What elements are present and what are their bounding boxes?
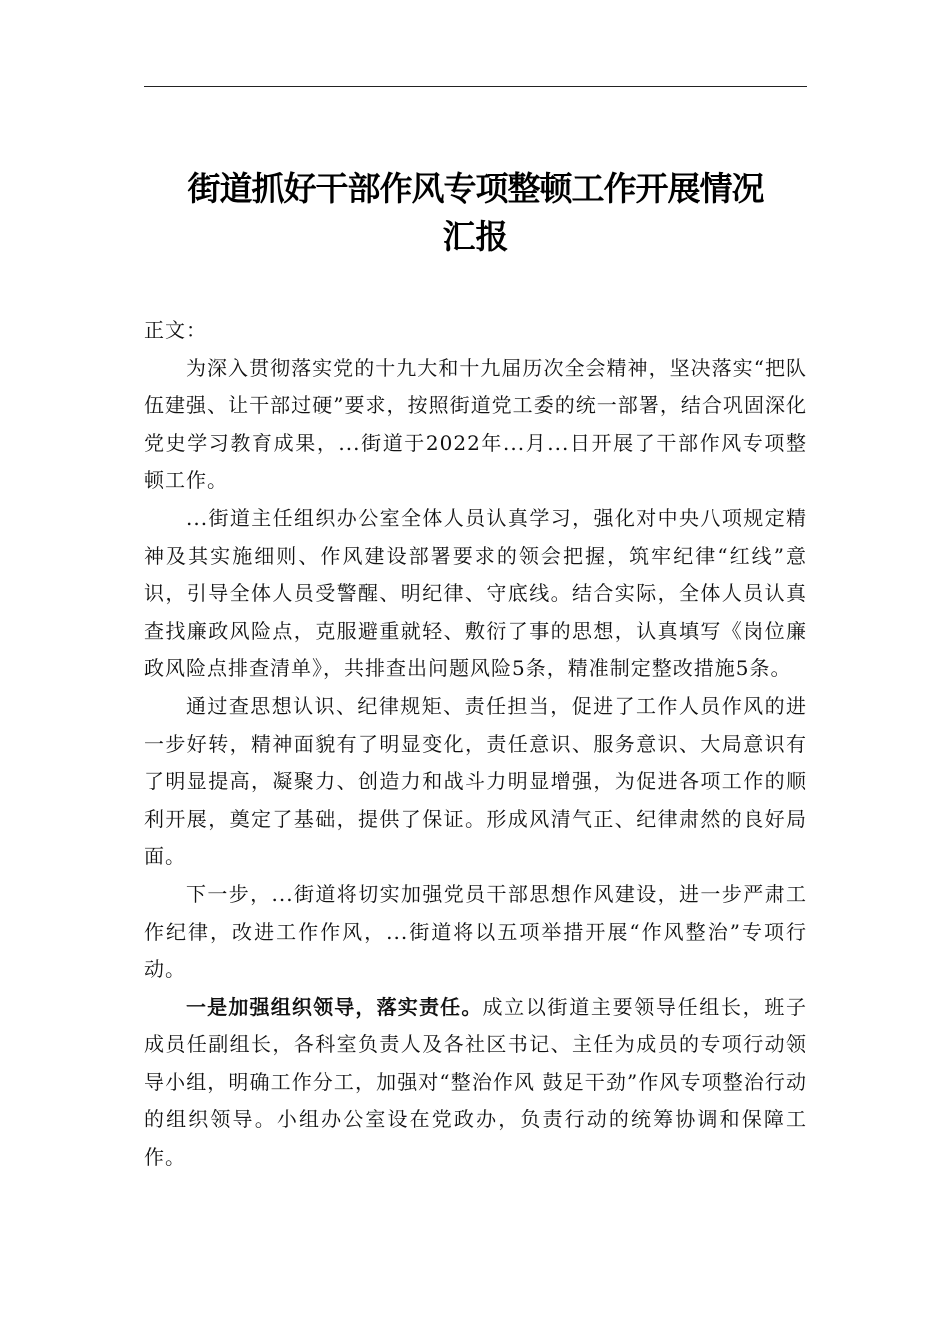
paragraph-1: 为深入贯彻落实党的十九大和十九届历次全会精神，坚决落实“把队伍建强、让干部过硬”要求，按照街道党工委的统一部署，结合巩固深化党史学习教育成果，...街道于2022年...月...日开展了干部作风专项整顿工作。 <box>144 355 807 493</box>
body-label: 正文： <box>144 318 207 342</box>
paragraph-5-text: 成立以街道主要领导任组长，班子成员任副组长，各科室负责人及各社区书记、主任为成员的专项行动领导小组，明确工作分工，加强对“整治作风 鼓足干劲”作风专项整治行动的组织领导。小组办公室设在党政办，负责行动的统筹协调和保障工作。 <box>144 994 807 1170</box>
paragraph-5-lead: 一是加强组织领导，落实责任。 <box>186 994 483 1019</box>
paragraph-5 <box>144 989 807 1177</box>
title-line-1: 街道抓好干部作风专项整顿工作开展情况 <box>187 169 764 208</box>
header-rule <box>144 86 807 87</box>
title-line-2: 汇报 <box>442 217 509 256</box>
paragraph-3: 通过查思想认识、纪律规矩、责任担当，促进了工作人员作风的进一步好转，精神面貌有了明显变化，责任意识、服务意识、大局意识有了明显提高，凝聚力、创造力和战斗力明显增强，为促进各项工作的顺利开展，奠定了基础，提供了保证。形成风清气正、纪律肃然的良好局面。 <box>144 693 807 869</box>
paragraph-4: 下一步，...街道将切实加强党员干部思想作风建设，进一步严肃工作纪律，改进工作作风，...街道将以五项举措开展“作风整治”专项行动。 <box>144 881 807 982</box>
paragraph-2: ...街道主任组织办公室全体人员认真学习，强化对中央八项规定精神及其实施细则、作风建设部署要求的领会把握，筑牢纪律“红线”意识，引导全体人员受警醒、明纪律、守底线。结合实际，全体人员认真查找廉政风险点，克服避重就轻、敷衍了事的思想，认真填写《岗位廉政风险点排查清单》，共排查出问题风险5条，精准制定整改措施5条。 <box>144 505 807 681</box>
document-body <box>144 312 807 1177</box>
document-title <box>144 168 807 258</box>
